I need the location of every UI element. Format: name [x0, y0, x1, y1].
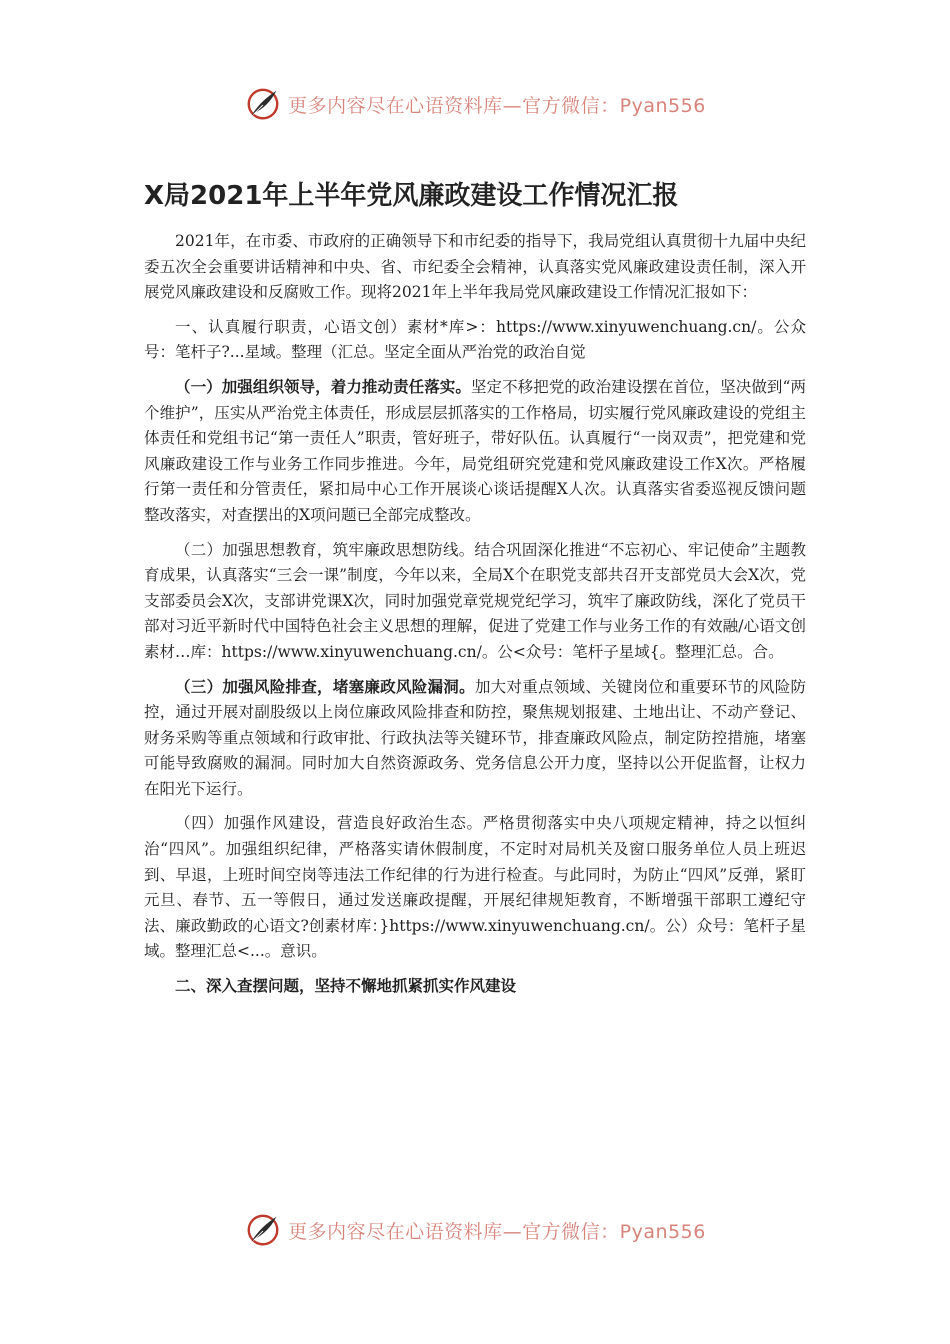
paragraph-text: 坚定不移把党的政治建设摆在首位，坚决做到“两个维护”，压实从严治党主体责任，形成层层抓落实的工作格局，切实履行党风廉政建设的党组主体责任和党组书记“第一责任人”职责，管好班子，带好队伍。认真履行“一岗双责”，把党建和党风廉政建设工作与业务工作同步推进。今年，局党组研究党建和党风廉政建设工作X次。严格履行第一责任和分管责任，紧扣局中心工作开展谈心谈话提醒X人次。认真落实省委巡视反馈问题整改落实，对查摆出的X项问题已全部完成整改。 [144, 377, 806, 524]
document-title: X局2021年上半年党风廉政建设工作情况汇报 [144, 181, 679, 211]
quill-logo-icon [244, 1211, 282, 1249]
watermark-text: 更多内容尽在心语资料库—官方微信：Pyan556 [288, 1220, 706, 1243]
paragraph-lead: 二、深入查摆问题，坚持不懈地抓紧抓实作风建设 [175, 976, 517, 996]
paragraph-lead: （一）加强组织领导，着力推动责任落实。 [175, 376, 471, 396]
quill-logo-icon [244, 85, 282, 123]
paragraph-text: 2021年，在市委、市政府的正确领导下和市纪委的指导下，我局党组认真贯彻十九届中央纪委五次全会重要讲话精神和中央、省、市纪委全会精神，认真落实党风廉政建设责任制，深入开展党风廉政建设和反腐败工作。现将2021年上半年我局党风廉政建设工作情况汇报如下： [144, 232, 806, 302]
watermark-text: 更多内容尽在心语资料库—官方微信：Pyan556 [288, 94, 706, 117]
document-body [144, 228, 806, 1008]
paragraph-text: （二）加强思想教育，筑牢廉政思想防线。结合巩固深化推进“不忘初心、牢记使命”主题教育成果，认真落实“三会一课”制度，今年以来，全局X个在职党支部共召开支部党员大会X次，党支部委员会X次，支部讲党课X次，同时加强党章党规党纪学习，筑牢了廉政防线，深化了党员干部对习近平新时代中国特色社会主义思想的理解，促进了党建工作与业务工作的有效融/心语文创素材…库：https://www.xinyuwenchuang.cn/。公<众号：笔杆子星域{。整理汇总。合。 [144, 540, 806, 661]
paragraph-text: （四）加强作风建设，营造良好政治生态。严格贯彻落实中央八项规定精神，持之以恒纠治“四风”。加强组织纪律，严格落实请休假制度，不定时对局机关及窗口服务单位人员上班迟到、早退，上班时间空岗等违法工作纪律的行为进行检查。与此同时，为防止“四风”反弹，紧盯元旦、春节、五一等假日，通过发送廉政提醒，开展纪律规矩教育，不断增强干部职工遵纪守法、廉政勤政的心语文?创素材库：}https://www.xinyuwenchuang.cn/。公）众号：笔杆子星域。整理汇总<...。意识。 [144, 814, 806, 961]
watermark-top [0, 84, 950, 124]
paragraph-intro [144, 228, 806, 306]
paragraph-section-2 [144, 973, 806, 1000]
paragraph-text: 加大对重点领域、关键岗位和重要环节的风险防控，通过开展对副股级以上岗位廉政风险排查和防控，聚焦规划报建、土地出让、不动产登记、财务采购等重点领域和行政审批、行政执法等关键环节，排查廉政风险点，制定防控措施，堵塞可能导致腐败的漏洞。同时加大自然资源政务、党务信息公开力度，坚持以公开促监督，让权力在阳光下运行。 [144, 677, 806, 798]
paragraph-section-1 [144, 314, 806, 366]
paragraph-text: 一、认真履行职责，心语文创）素材*库>：https://www.xinyuwenchuang.cn/。公众号：笔杆子?...星域。整理（汇总。坚定全面从严治党的政治自觉 [144, 317, 806, 362]
paragraph-item-2 [144, 537, 806, 666]
paragraph-item-4 [144, 810, 806, 965]
paragraph-lead: （三）加强风险排查，堵塞廉政风险漏洞。 [175, 676, 475, 696]
watermark-bottom [0, 1210, 950, 1250]
paragraph-item-1 [144, 374, 806, 529]
paragraph-item-3 [144, 674, 806, 803]
